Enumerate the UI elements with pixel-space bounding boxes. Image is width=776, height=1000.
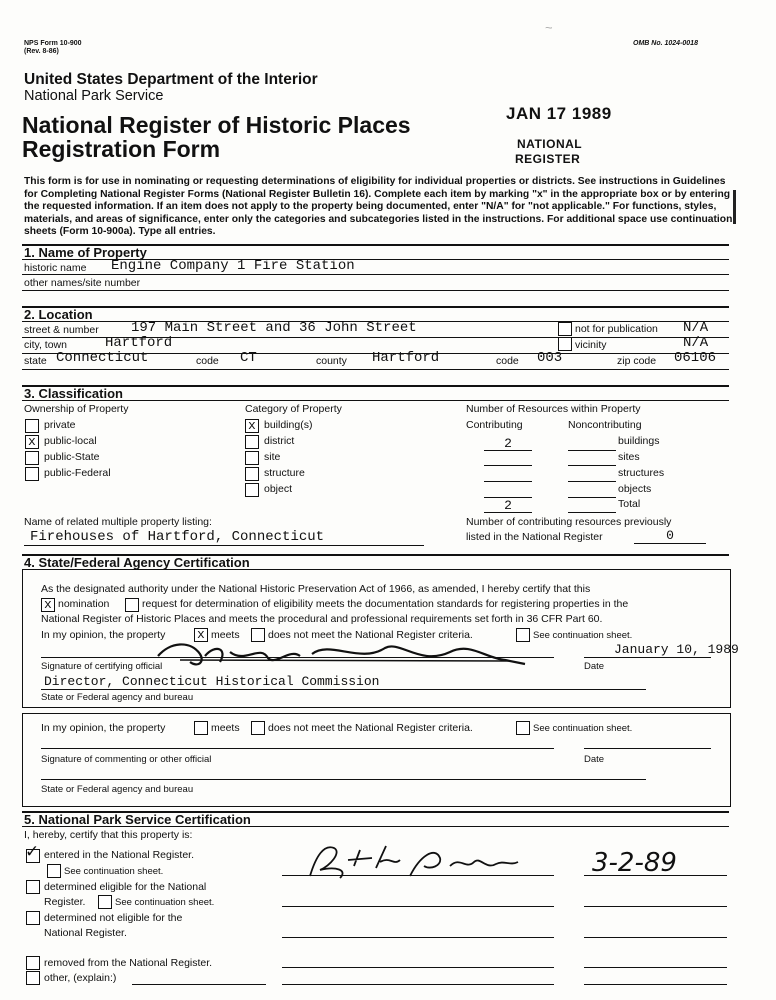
- check-icon: ✓: [25, 842, 40, 862]
- rule: [22, 290, 729, 291]
- certification-line-3: National Register of Historic Places and meets the procedural and professional requirements set forth in 36 CFR Part 60.: [41, 613, 603, 625]
- does-not-meet2-label: does not meet the National Register criteria.: [268, 722, 473, 734]
- category-structure-label: structure: [264, 467, 305, 479]
- certification-line-2: request for determination of eligibility meets the documentation standards for registering properties in the: [142, 598, 629, 610]
- ownership-public-state-checkbox[interactable]: [25, 451, 39, 465]
- margin-mark: [733, 190, 736, 224]
- section-4-heading: 4. State/Federal Agency Certification: [24, 555, 250, 570]
- vicinity-checkbox[interactable]: [558, 337, 572, 351]
- see-continuation-a-checkbox[interactable]: [47, 864, 61, 878]
- contributing-header: Contributing: [466, 419, 523, 431]
- agency2-label: State or Federal agency and bureau: [41, 784, 194, 795]
- category-buildings-label: building(s): [264, 419, 313, 431]
- historic-name-label: historic name: [24, 262, 87, 274]
- ownership-public-federal-label: public-Federal: [44, 467, 111, 479]
- rule: [282, 906, 554, 907]
- previously-listed-value[interactable]: 0: [666, 528, 674, 543]
- rule: [584, 967, 727, 968]
- contributing-buildings-value[interactable]: 2: [504, 436, 512, 451]
- category-structure-checkbox[interactable]: [245, 467, 259, 481]
- rule: [484, 512, 532, 513]
- zip-label: zip code: [617, 355, 657, 367]
- state-label: state: [24, 355, 47, 367]
- zip-value[interactable]: 06106: [674, 350, 717, 366]
- previously-listed-label-1: Number of contributing resources previously: [466, 516, 672, 528]
- see-continuation2-label: See continuation sheet.: [533, 723, 633, 734]
- rule: [22, 369, 729, 370]
- received-stamp-line1: NATIONAL: [517, 137, 583, 151]
- resource-buildings-label: buildings: [618, 435, 660, 447]
- section-divider: [22, 385, 729, 387]
- state-value[interactable]: Connecticut: [56, 350, 149, 366]
- section-1-heading: 1. Name of Property: [24, 245, 147, 260]
- vicinity-label: vicinity: [575, 339, 607, 351]
- county-code-label: code: [496, 355, 519, 367]
- category-site-checkbox[interactable]: [245, 451, 259, 465]
- not-for-publication-value[interactable]: N/A: [683, 320, 709, 336]
- rule: [282, 937, 554, 938]
- nomination-checkbox[interactable]: [41, 598, 55, 612]
- rule: [22, 274, 729, 275]
- county-value[interactable]: Hartford: [372, 350, 440, 366]
- street-value[interactable]: 197 Main Street and 36 John Street: [131, 320, 417, 336]
- city-label: city, town: [24, 339, 67, 351]
- rule: [584, 875, 727, 876]
- omb-number: OMB No. 1024-0018: [633, 40, 698, 47]
- signature2-label: Signature of commenting or other official: [41, 754, 212, 765]
- does-not-meet-label: does not meet the National Register criteria.: [268, 629, 473, 641]
- not-eligible-checkbox[interactable]: [26, 911, 40, 925]
- opinion2-prefix: In my opinion, the property: [41, 722, 166, 734]
- agency-value[interactable]: Director, Connecticut Historical Commission: [44, 674, 380, 689]
- received-stamp-date: JAN 17 1989: [506, 104, 612, 123]
- date-label: Date: [584, 661, 605, 672]
- category-title: Category of Property: [245, 403, 342, 415]
- determined-eligible-label-2: Register.: [44, 896, 86, 908]
- see-continuation-b-label: See continuation sheet.: [115, 897, 215, 908]
- related-listing-label: Name of related multiple property listing:: [24, 516, 212, 528]
- rule: [22, 400, 729, 401]
- not-for-publication-label: not for publication: [575, 323, 658, 335]
- category-object-checkbox[interactable]: [245, 483, 259, 497]
- rule: [484, 481, 532, 482]
- does-not-meet2-checkbox[interactable]: [251, 721, 265, 735]
- rule: [584, 984, 727, 985]
- section-5-heading: 5. National Park Service Certification: [24, 812, 251, 827]
- not-eligible-label-1: determined not eligible for the: [44, 912, 183, 924]
- rule: [584, 937, 727, 938]
- opinion-prefix: In my opinion, the property: [41, 629, 166, 641]
- ownership-public-federal-checkbox[interactable]: [25, 467, 39, 481]
- county-label: county: [316, 355, 347, 367]
- rule: [132, 984, 266, 985]
- resources-title: Number of Resources within Property: [466, 403, 641, 415]
- city-value[interactable]: Hartford: [105, 335, 173, 351]
- nomination-label: nomination: [58, 598, 110, 610]
- determined-eligible-checkbox[interactable]: [26, 880, 40, 894]
- rule: [282, 875, 554, 876]
- section-divider: [22, 306, 729, 308]
- removed-label: removed from the National Register.: [44, 957, 213, 969]
- state-code-value[interactable]: CT: [240, 350, 257, 366]
- checkbox-mark: x: [248, 418, 256, 433]
- entered-checkbox[interactable]: [25, 842, 40, 863]
- rule: [568, 481, 616, 482]
- previously-listed-label-2: listed in the National Register: [466, 531, 603, 543]
- rule: [568, 465, 616, 466]
- meets2-label: meets: [211, 722, 240, 734]
- resource-sites-label: sites: [618, 451, 640, 463]
- ownership-private-label: private: [44, 419, 76, 431]
- determined-eligible-label-1: determined eligible for the National: [44, 881, 207, 893]
- nps-certify-intro: I, hereby, certify that this property is:: [24, 829, 193, 841]
- certifying-official-signature: [150, 634, 530, 674]
- meets2-checkbox[interactable]: [194, 721, 208, 735]
- vicinity-value[interactable]: N/A: [683, 335, 709, 351]
- request-determination-checkbox[interactable]: [125, 598, 139, 612]
- see-continuation2-checkbox[interactable]: [516, 721, 530, 735]
- ownership-public-local-label: public-local: [44, 435, 97, 447]
- ownership-public-state-label: public-State: [44, 451, 100, 463]
- entered-label: entered in the National Register.: [44, 849, 195, 861]
- resource-objects-label: objects: [618, 483, 652, 495]
- rule: [584, 748, 711, 749]
- rule: [41, 779, 646, 780]
- rule: [634, 543, 706, 544]
- pencil-mark: ~: [545, 20, 553, 35]
- resource-total-label: Total: [618, 498, 641, 510]
- street-label: street & number: [24, 324, 99, 336]
- form-number: NPS Form 10-900: [24, 40, 82, 47]
- rule: [24, 545, 424, 546]
- section-3-heading: 3. Classification: [24, 386, 123, 401]
- service: National Park Service: [24, 88, 164, 104]
- department: United States Department of the Interior: [24, 71, 318, 88]
- noncontributing-header: Noncontributing: [568, 419, 642, 431]
- see-continuation-a-label: See continuation sheet.: [64, 866, 164, 877]
- form-title-line2: Registration Form: [22, 136, 221, 162]
- checkbox-mark: x: [44, 597, 52, 612]
- rule: [584, 906, 727, 907]
- rule: [568, 512, 616, 513]
- rule: [282, 984, 554, 985]
- other-label: other, (explain:): [44, 972, 117, 984]
- keeper-date-value[interactable]: 3-2-89: [592, 848, 677, 878]
- not-eligible-label-2: National Register.: [44, 927, 127, 939]
- other-checkbox[interactable]: [26, 971, 40, 985]
- agency-label: State or Federal agency and bureau: [41, 692, 194, 703]
- received-stamp-line2: REGISTER: [515, 152, 581, 166]
- checkbox-mark: x: [28, 434, 36, 449]
- signature-label: Signature of certifying official: [41, 661, 163, 672]
- rule: [41, 657, 554, 658]
- checkbox-mark: x: [197, 627, 205, 642]
- rule: [568, 497, 616, 498]
- county-code-value[interactable]: 003: [537, 350, 563, 366]
- rule: [584, 657, 711, 658]
- contributing-total-value[interactable]: 2: [504, 498, 512, 513]
- ownership-public-local-checkbox[interactable]: [25, 435, 39, 449]
- form-revision: (Rev. 8-86): [24, 48, 59, 55]
- form-title-line1: National Register of Historic Places: [22, 112, 411, 138]
- related-listing-value[interactable]: Firehouses of Hartford, Connecticut: [30, 529, 325, 545]
- date2-label: Date: [584, 754, 605, 765]
- section-2-heading: 2. Location: [24, 307, 93, 322]
- rule: [41, 748, 554, 749]
- rule: [484, 465, 532, 466]
- rule: [568, 450, 616, 451]
- ownership-title: Ownership of Property: [24, 403, 129, 415]
- certification-date-value[interactable]: January 10, 1989: [614, 642, 739, 657]
- see-continuation-label: See continuation sheet.: [533, 630, 633, 641]
- removed-checkbox[interactable]: [26, 956, 40, 970]
- rule: [41, 689, 646, 690]
- not-for-publication-checkbox[interactable]: [558, 322, 572, 336]
- form-instructions: This form is for use in nominating or requesting determinations of eligibility for individual properties or districts. See instructions in Guidelines for Completing National Register Forms (National Register Bulletin 16). Complete each item by marking "x" in the appropriate box or by entering the requested information. If an item does not apply to the property being documented, enter "N/A" for "not applicable." For functions, styles, materials, and areas of significance, enter only the categories and subcategories listed in the instructions. For additional space use continuation sheets (Form 10-900a). Type all entries.: [24, 176, 733, 238]
- certification-line-1: As the designated authority under the National Historic Preservation Act of 1966, as amended, I hereby certify that this: [41, 583, 591, 595]
- ownership-private-checkbox[interactable]: [25, 419, 39, 433]
- state-code-label: code: [196, 355, 219, 367]
- historic-name-value[interactable]: Engine Company 1 Fire Station: [111, 258, 355, 274]
- see-continuation-b-checkbox[interactable]: [98, 895, 112, 909]
- rule: [282, 967, 554, 968]
- category-district-label: district: [264, 435, 295, 447]
- category-site-label: site: [264, 451, 281, 463]
- category-district-checkbox[interactable]: [245, 435, 259, 449]
- other-names-label: other names/site number: [24, 277, 141, 289]
- category-object-label: object: [264, 483, 293, 495]
- category-buildings-checkbox[interactable]: [245, 419, 259, 433]
- rule: [484, 450, 532, 451]
- rule: [22, 826, 729, 827]
- meets-label: meets: [211, 629, 240, 641]
- resource-structures-label: structures: [618, 467, 665, 479]
- keeper-signature: [290, 836, 530, 886]
